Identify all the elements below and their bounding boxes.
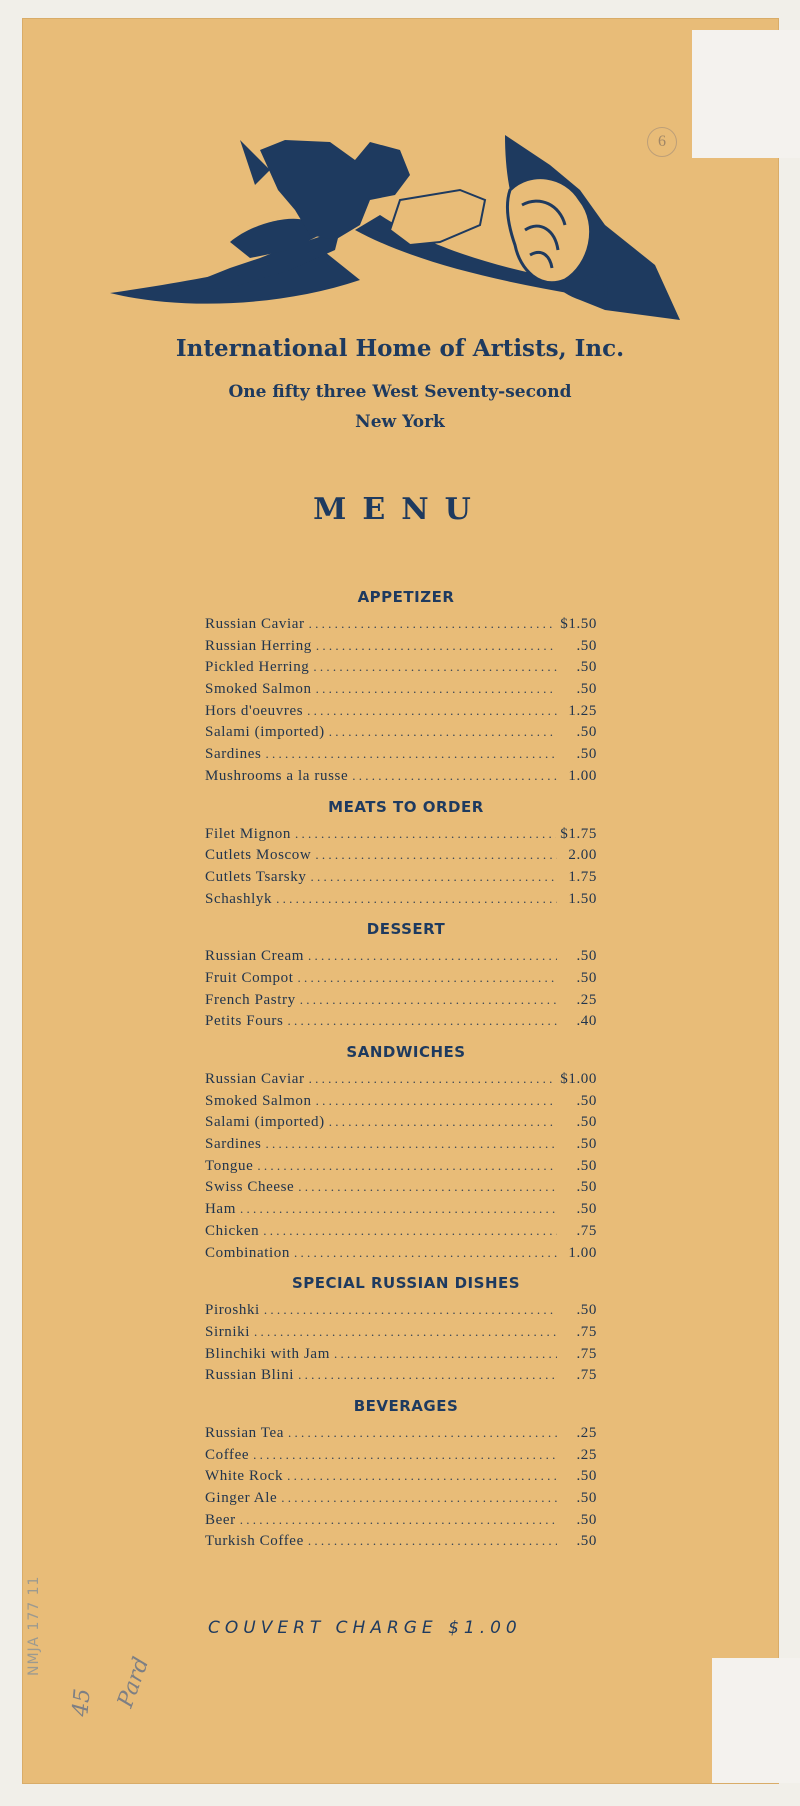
dot-leader bbox=[276, 891, 557, 907]
menu-item bbox=[205, 659, 597, 681]
dot-leader bbox=[316, 638, 557, 654]
menu-item bbox=[205, 1201, 597, 1223]
menu-item bbox=[205, 1512, 597, 1534]
address-line: One fifty three West Seventy-second bbox=[228, 382, 572, 402]
menu-item bbox=[205, 1324, 597, 1346]
menu-item-name: Tongue bbox=[205, 1157, 254, 1174]
menu-item bbox=[205, 768, 597, 790]
menu-item bbox=[205, 847, 597, 869]
menu-item bbox=[205, 746, 597, 768]
menu-list bbox=[205, 580, 597, 1555]
menu-item bbox=[205, 616, 597, 638]
dot-leader bbox=[294, 1245, 557, 1261]
menu-item-price: .50 bbox=[576, 969, 597, 986]
menu-item-price: .25 bbox=[576, 991, 597, 1008]
menu-item bbox=[205, 1158, 597, 1180]
menu-item bbox=[205, 1223, 597, 1245]
menu-section bbox=[205, 920, 597, 1035]
dot-leader bbox=[265, 1136, 557, 1152]
menu-item-price: .50 bbox=[576, 1114, 597, 1131]
pencil-note-number: 45 bbox=[68, 1687, 96, 1718]
menu-item-price: 1.00 bbox=[568, 1244, 597, 1261]
dot-leader bbox=[316, 1093, 557, 1109]
menu-item bbox=[205, 638, 597, 660]
menu-item bbox=[205, 1447, 597, 1469]
dot-leader bbox=[240, 1512, 557, 1528]
menu-section bbox=[205, 1397, 597, 1555]
dot-leader bbox=[307, 703, 557, 719]
menu-item bbox=[205, 1179, 597, 1201]
dot-leader bbox=[287, 1468, 557, 1484]
menu-item-price: 2.00 bbox=[568, 847, 597, 864]
menu-item-price: .50 bbox=[576, 1179, 597, 1196]
menu-item-name: Smoked Salmon bbox=[205, 1092, 312, 1109]
menu-item bbox=[205, 1425, 597, 1447]
menu-item bbox=[205, 869, 597, 891]
menu-item-name: Russian Herring bbox=[205, 637, 312, 654]
dot-leader bbox=[287, 1013, 557, 1029]
menu-item-name: Ginger Ale bbox=[205, 1490, 278, 1506]
section-title: APPETIZER bbox=[357, 588, 455, 606]
menu-item-price: .40 bbox=[576, 1013, 597, 1030]
menu-item bbox=[205, 703, 597, 725]
menu-item-price: .50 bbox=[576, 681, 597, 698]
city-line: New York bbox=[355, 412, 445, 432]
menu-item-name: French Pastry bbox=[205, 991, 296, 1008]
dot-leader bbox=[281, 1490, 557, 1506]
menu-item-price: $1.00 bbox=[560, 1071, 597, 1087]
menu-item-name: Chicken bbox=[205, 1222, 260, 1239]
menu-item-price: $1.50 bbox=[560, 616, 597, 632]
menu-item-name: Smoked Salmon bbox=[205, 681, 312, 698]
menu-item bbox=[205, 1490, 597, 1512]
menu-item bbox=[205, 724, 597, 746]
menu-item-price: 1.50 bbox=[568, 890, 597, 907]
menu-item-name: Turkish Coffee bbox=[205, 1533, 304, 1550]
menu-item-price: 1.25 bbox=[568, 702, 597, 719]
menu-item bbox=[205, 948, 597, 970]
menu-item-name: Cutlets Moscow bbox=[205, 847, 312, 864]
menu-item-name: White Rock bbox=[205, 1468, 284, 1485]
menu-item-price: .50 bbox=[576, 1136, 597, 1153]
menu-item-price: .50 bbox=[576, 1490, 597, 1506]
organization-name: International Home of Artists, Inc. bbox=[175, 335, 625, 362]
dot-leader bbox=[309, 1071, 557, 1087]
menu-item-price: .25 bbox=[576, 1424, 597, 1441]
dot-leader bbox=[263, 1223, 557, 1239]
menu-item bbox=[205, 1302, 597, 1324]
menu-item-price: .75 bbox=[576, 1345, 597, 1362]
menu-item-name: Salami (imported) bbox=[205, 1114, 325, 1131]
dot-leader bbox=[297, 970, 557, 986]
menu-item-name: Russian Caviar bbox=[205, 616, 305, 632]
menu-section bbox=[205, 798, 597, 913]
dot-leader bbox=[315, 847, 557, 863]
section-title: SANDWICHES bbox=[346, 1043, 466, 1061]
dot-leader bbox=[308, 948, 557, 964]
menu-item-name: Piroshki bbox=[205, 1302, 260, 1319]
menu-item bbox=[205, 1533, 597, 1555]
dot-leader bbox=[316, 681, 557, 697]
menu-item bbox=[205, 681, 597, 703]
menu-item-price: 1.00 bbox=[568, 767, 597, 784]
dot-leader bbox=[264, 1302, 557, 1318]
menu-item-name: Coffee bbox=[205, 1446, 250, 1463]
dot-leader bbox=[308, 1533, 557, 1549]
menu-item-price: .50 bbox=[576, 746, 597, 763]
dot-leader bbox=[298, 1367, 557, 1383]
menu-item bbox=[205, 970, 597, 992]
menu-item-name: Sardines bbox=[205, 1136, 262, 1153]
menu-item bbox=[205, 992, 597, 1014]
section-title: SPECIAL RUSSIAN DISHES bbox=[291, 1274, 521, 1293]
menu-item-name: Pickled Herring bbox=[205, 659, 310, 676]
section-title: DESSERT bbox=[366, 920, 446, 939]
dot-leader bbox=[298, 1179, 557, 1195]
menu-item-price: .50 bbox=[576, 1533, 597, 1550]
menu-item-name: Russian Tea bbox=[205, 1424, 285, 1441]
dot-leader bbox=[313, 659, 557, 675]
menu-item bbox=[205, 1013, 597, 1035]
menu-item-name: Blinchiki with Jam bbox=[205, 1345, 330, 1362]
menu-item-price: .50 bbox=[576, 1302, 597, 1319]
menu-item-name: Sardines bbox=[205, 746, 262, 763]
menu-item-name: Petits Fours bbox=[205, 1013, 284, 1030]
menu-item-name: Fruit Compot bbox=[205, 969, 294, 986]
menu-item-price: .75 bbox=[576, 1323, 597, 1340]
menu-item-name: Ham bbox=[205, 1201, 236, 1218]
menu-item-price: .25 bbox=[576, 1446, 597, 1463]
menu-item bbox=[205, 1114, 597, 1136]
menu-item-price: $1.75 bbox=[560, 825, 597, 842]
dot-leader bbox=[295, 826, 556, 842]
firebird-illustration bbox=[110, 130, 680, 325]
dot-leader bbox=[265, 746, 557, 762]
dot-leader bbox=[352, 768, 557, 784]
menu-item bbox=[205, 1136, 597, 1158]
menu-item bbox=[205, 1093, 597, 1115]
dot-leader bbox=[257, 1158, 557, 1174]
section-title: MEATS TO ORDER bbox=[328, 797, 484, 816]
dot-leader bbox=[334, 1346, 557, 1362]
dot-leader bbox=[240, 1201, 557, 1217]
menu-section bbox=[205, 588, 597, 790]
menu-item-name: Hors d'oeuvres bbox=[205, 702, 304, 719]
menu-item bbox=[205, 1245, 597, 1267]
menu-item-price: .50 bbox=[576, 724, 597, 741]
dot-leader bbox=[309, 616, 557, 632]
menu-item bbox=[205, 1071, 597, 1093]
mounting-tab-bottom bbox=[712, 1658, 800, 1783]
menu-item-name: Filet Mignon bbox=[205, 825, 291, 842]
menu-item-price: .50 bbox=[576, 637, 597, 654]
menu-title: MENU bbox=[313, 492, 487, 527]
menu-item-price: .50 bbox=[576, 1201, 597, 1218]
dot-leader bbox=[329, 724, 557, 740]
menu-item-price: 1.75 bbox=[568, 868, 597, 885]
dot-leader bbox=[310, 869, 557, 885]
menu-item-price: .50 bbox=[576, 1468, 597, 1485]
archive-stamp: NMJA 177 11 bbox=[26, 1575, 42, 1676]
menu-item-price: .50 bbox=[576, 1092, 597, 1109]
menu-item-name: Mushrooms a la russe bbox=[205, 767, 349, 784]
menu-item bbox=[205, 826, 597, 848]
section-title: BEVERAGES bbox=[353, 1396, 459, 1415]
pencil-note-word: Pard bbox=[113, 1654, 155, 1711]
menu-item-price: .50 bbox=[576, 1511, 597, 1528]
dot-leader bbox=[254, 1324, 557, 1340]
menu-item-name: Russian Caviar bbox=[205, 1071, 305, 1087]
dot-leader bbox=[288, 1425, 557, 1441]
dot-leader bbox=[253, 1447, 557, 1463]
menu-item-price: .50 bbox=[576, 948, 597, 965]
couvert-charge: COUVERT CHARGE $1.00 bbox=[208, 1618, 522, 1638]
dot-leader bbox=[329, 1114, 557, 1130]
menu-item bbox=[205, 1346, 597, 1368]
menu-item-name: Russian Cream bbox=[205, 948, 305, 965]
mounting-tab-top bbox=[692, 30, 800, 158]
pencil-mark: 6 bbox=[647, 127, 677, 157]
menu-item-name: Beer bbox=[205, 1511, 236, 1528]
menu-item-name: Combination bbox=[205, 1244, 290, 1261]
menu-section bbox=[205, 1043, 597, 1266]
menu-section bbox=[205, 1274, 597, 1389]
menu-item-price: .75 bbox=[576, 1367, 597, 1384]
menu-item-price: .50 bbox=[576, 659, 597, 676]
menu-item-price: .50 bbox=[576, 1157, 597, 1174]
menu-item bbox=[205, 1367, 597, 1389]
menu-item-price: .75 bbox=[576, 1222, 597, 1239]
menu-item-name: Salami (imported) bbox=[205, 724, 325, 741]
menu-item-name: Swiss Cheese bbox=[205, 1179, 295, 1196]
menu-item-name: Schashlyk bbox=[205, 890, 273, 907]
menu-item-name: Sirniki bbox=[205, 1323, 251, 1340]
dot-leader bbox=[300, 992, 557, 1008]
menu-item bbox=[205, 1468, 597, 1490]
menu-item bbox=[205, 891, 597, 913]
menu-item-name: Russian Blini bbox=[205, 1367, 295, 1384]
menu-item-name: Cutlets Tsarsky bbox=[205, 868, 307, 885]
